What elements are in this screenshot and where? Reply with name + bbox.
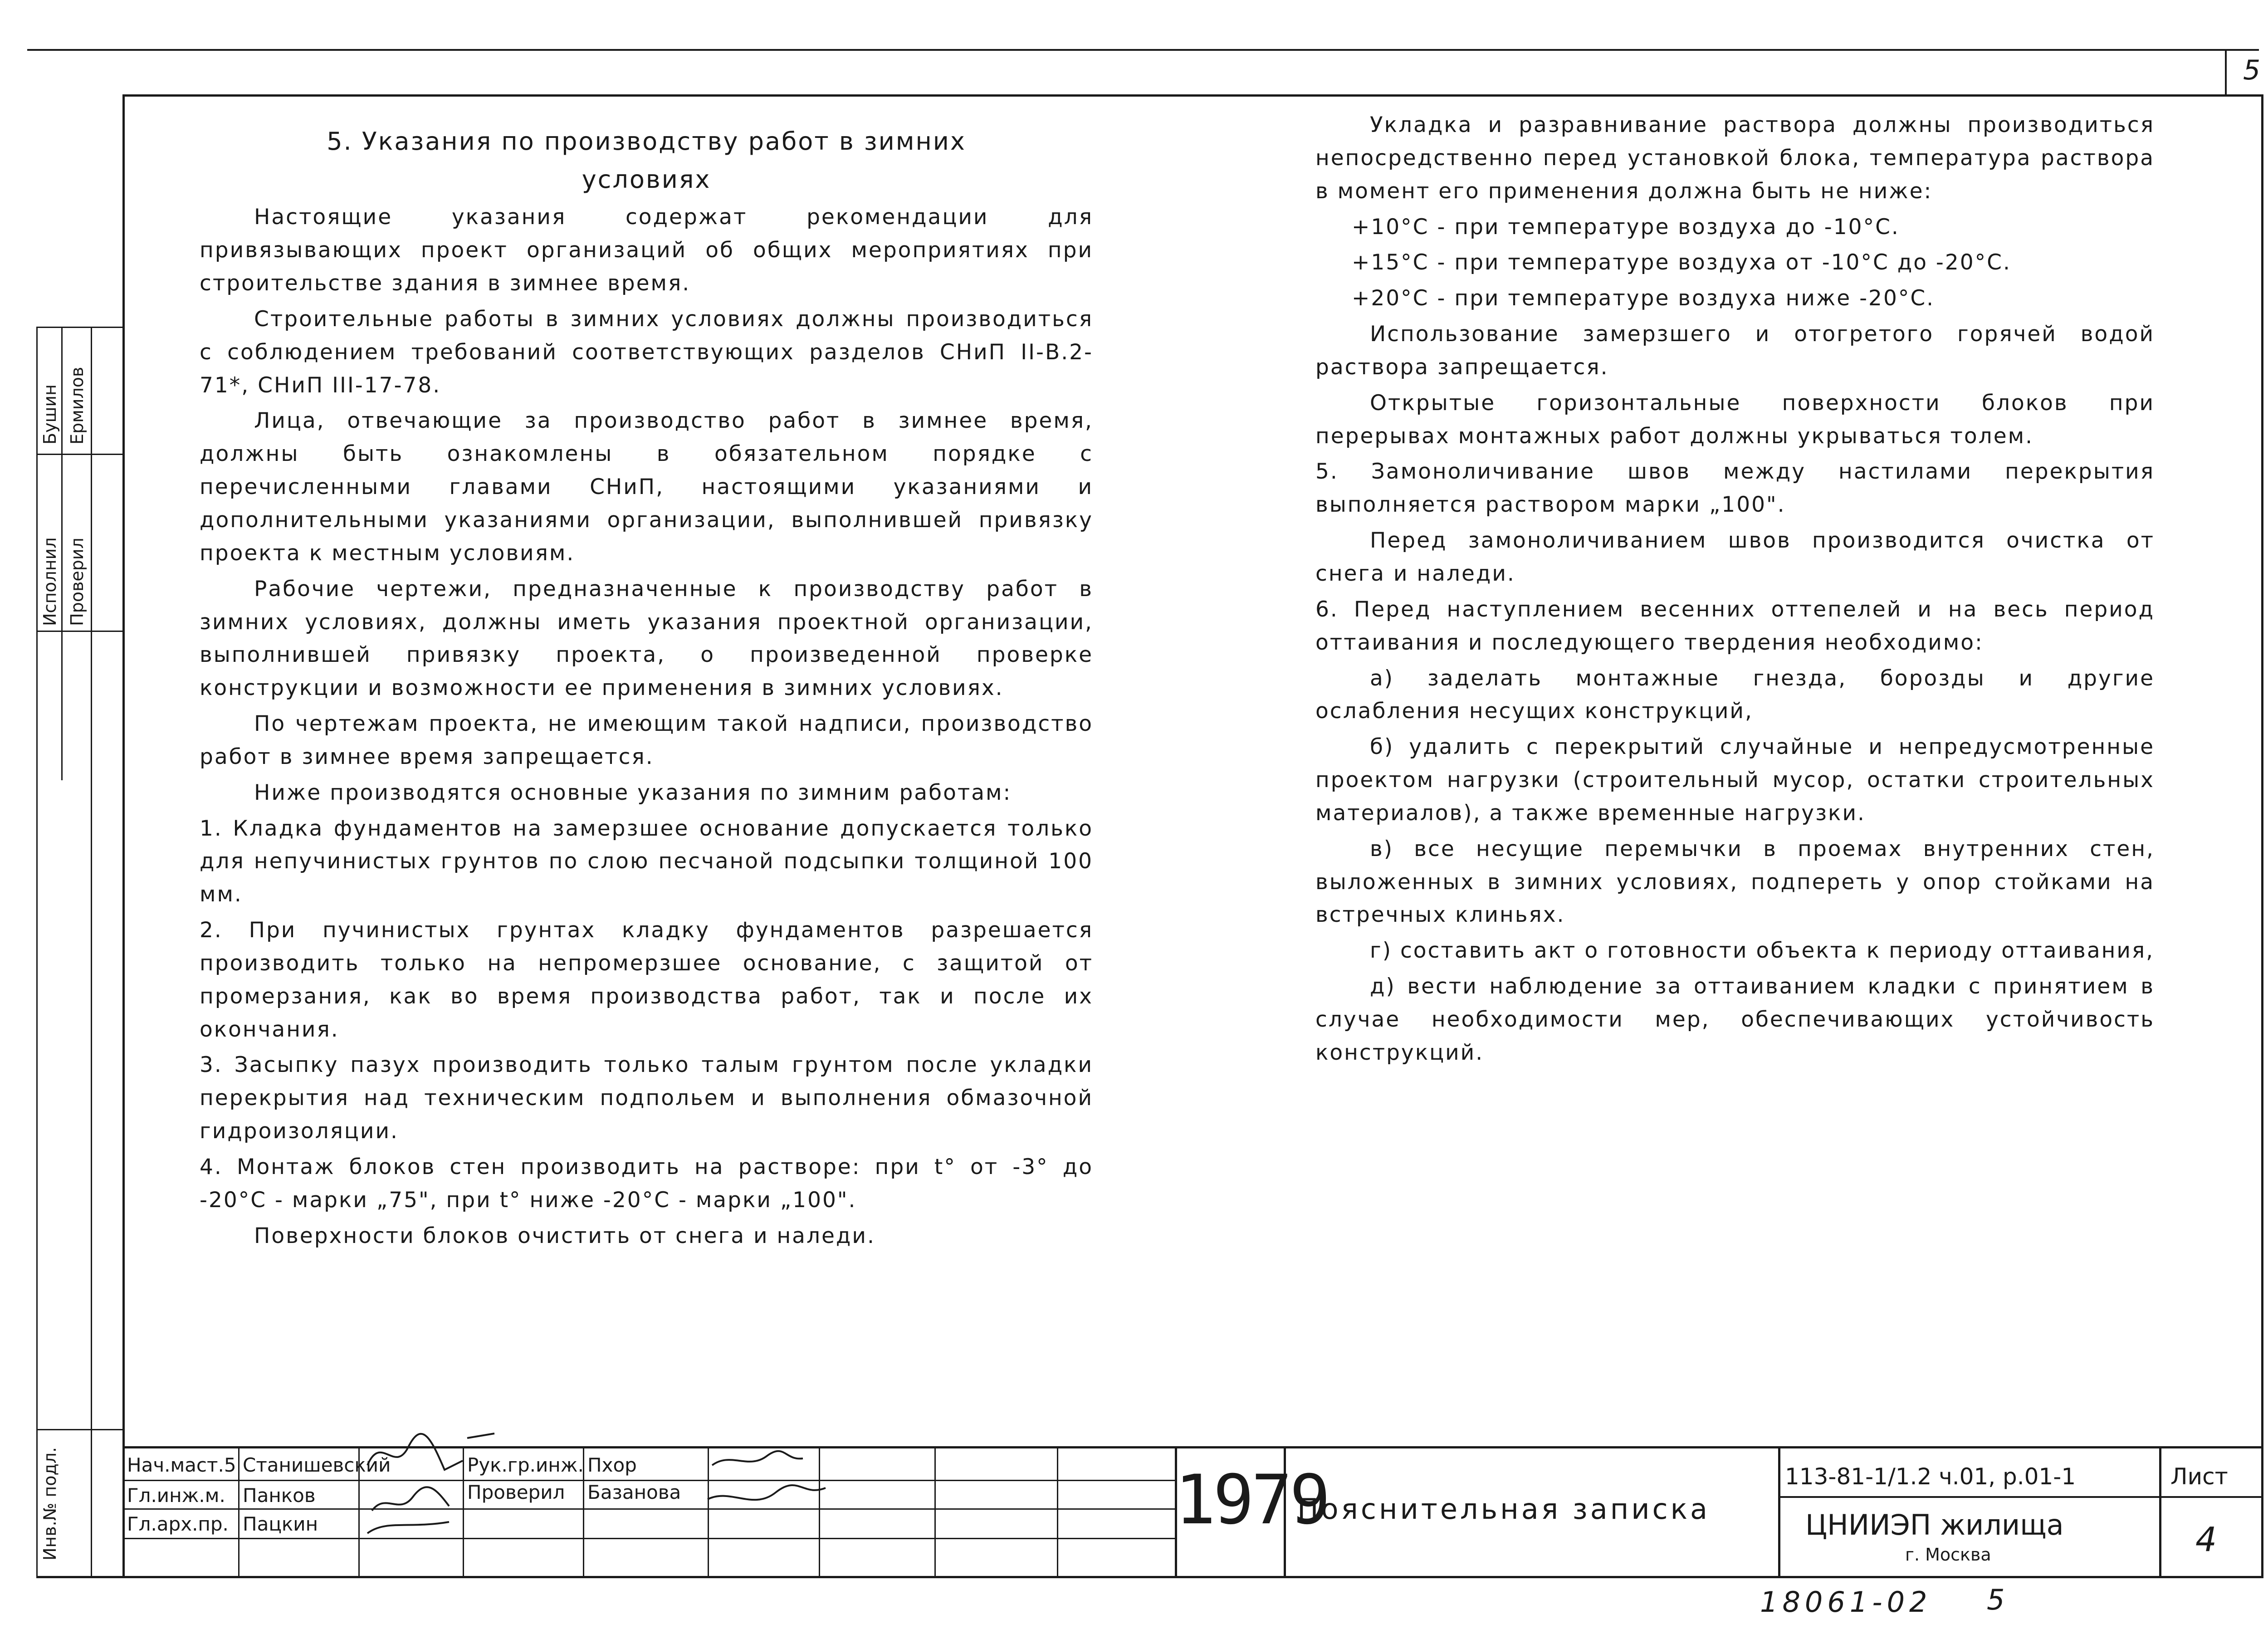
document-code: 113-81-1/1.2 ч.01, р.01-1 (1785, 1463, 2076, 1490)
page-number-top: 5 (2243, 54, 2261, 86)
stamp-role-1: Нач.маст.5 (127, 1454, 236, 1476)
right-paragraph: 5. Замоноличивание швов между настилами перекрытия выполняется раствором марки „100". (1315, 459, 2155, 518)
left-text-column (200, 122, 1093, 1256)
side-stamp-line-1 (36, 327, 38, 1577)
side-role-1: Исполнил (40, 537, 60, 626)
right-paragraph: д) вести наблюдение за оттаиванием кладки с принятием в случае необходимости мер, обеспечивающих устойчивость конструкций. (1315, 974, 2155, 1065)
section-heading (200, 122, 1093, 198)
right-text-column (1315, 109, 2155, 1072)
left-paragraph: Настоящие указания содержат рекомендации для привязывающих проект организаций об общих мероприятиях при строительстве здания в зимнее время. (200, 205, 1093, 296)
frame-top (122, 94, 2263, 97)
sheet-number: 4 (2195, 1520, 2217, 1559)
right-paragraph: а) заделать монтажные гнезда, борозды и другие ослабления несущих конструкций, (1315, 665, 2155, 724)
title-col-12 (2159, 1446, 2161, 1578)
side-stamp-low (36, 1429, 122, 1430)
signature-2 (372, 1487, 449, 1511)
side-stamp-line-2 (61, 327, 63, 780)
stamp-role2-2: Проверил (467, 1481, 565, 1503)
stamp-role2-1: Рук.гр.инж. (467, 1454, 584, 1476)
document-title: Пояснительная записка (1297, 1492, 1711, 1526)
sheet-label: Лист (2170, 1463, 2228, 1490)
side-name-1: Бушин (40, 384, 60, 445)
stamp-name-1: Станишевский (243, 1454, 391, 1476)
right-paragraph: г) составить акт о готовности объекта к периоду оттаивания, (1370, 938, 2155, 964)
stamp-role-2: Гл.инж.м. (127, 1484, 225, 1507)
title-col-8 (1057, 1446, 1058, 1578)
left-paragraph: По чертежам проекта, не имеющим такой надписи, производство работ в зимнее время запрещается. (200, 711, 1093, 769)
signature-marks (358, 1420, 830, 1538)
top-border-line (27, 49, 2259, 51)
right-paragraph: +15°С - при температуре воздуха от -10°С до -20°С. (1352, 250, 2011, 275)
left-paragraph: Строительные работы в зимних условиях должны производиться с соблюдением требований соответствующих разделов СНиП II-В.2-71*, СНиП III-17-78. (200, 306, 1093, 398)
left-paragraph: Рабочие чертежи, предназначенные к производству работ в зимних условиях, должны иметь указания проектной организации, выполнившей привязку проекта, о произведенной проверке конструкции и возможности ее применения в зимних условиях. (200, 576, 1093, 701)
right-paragraph: +20°С - при температуре воздуха ниже -20°С. (1352, 286, 1935, 311)
stamp-name-2: Панков (243, 1484, 316, 1507)
stamp-name2-1: Пхор (587, 1454, 637, 1476)
right-paragraph: б) удалить с перекрытий случайные и непредусмотренные проектом нагрузки (строительный мусор, остатки строительных материалов), а также временные нагрузки. (1315, 734, 2155, 826)
side-stamp-line-3 (91, 327, 92, 1577)
frame-left (122, 94, 125, 1578)
left-paragraph: 2. При пучинистых грунтах кладку фундаментов разрешается производить только на непромерзшее основание, с защитой от промерзания, как во время производства работ, так и после их окончания. (200, 918, 1093, 1042)
top-right-tick (2225, 49, 2227, 94)
right-paragraph: +10°С - при температуре воздуха до -10°С. (1352, 214, 1900, 240)
side-inv-label: Инв.№ подл. (40, 1447, 60, 1561)
side-role-2: Проверил (67, 538, 87, 626)
title-code-line (1778, 1496, 2263, 1498)
signature-1 (367, 1434, 463, 1470)
stamp-role-3: Гл.арх.пр. (127, 1513, 229, 1535)
left-paragraph: 1. Кладка фундаментов на замерзшее основание допускается только для непучинистых грунтов по слою песчаной подсыпки толщиной 100 мм. (200, 816, 1093, 907)
left-paragraph: Лица, отвечающие за производство работ в зимнее время, должны быть ознакомлены в обязательном порядке с перечисленными главами СНиП, настоящими указаниями и дополнительными указаниями организации, выполнившей привязку проекта к местным условиям. (200, 408, 1093, 566)
signature-4 (712, 1451, 803, 1465)
bottom-code: 18061-02 (1760, 1585, 1932, 1619)
stamp-name-3: Пацкин (243, 1513, 318, 1535)
frame-right (2261, 94, 2263, 1578)
section-heading-line1: 5. Указания по производству работ в зимних (327, 127, 966, 156)
right-paragraph: в) все несущие перемычки в проемах внутренних стен, выложенных в зимних условиях, подпереть у опор стойками на встречных клиньях. (1315, 836, 2155, 928)
frame-bottom (36, 1576, 2263, 1578)
side-name-2: Ермилов (67, 367, 87, 445)
side-stamp-top (36, 327, 122, 328)
stamp-name2-2: Базанова (587, 1481, 681, 1503)
left-paragraph: 3. Засыпку пазух производить только талым грунтом после укладки перекрытия над техническим подпольем и выполнения обмазочной гидроизоляции. (200, 1052, 1093, 1144)
bottom-number: 5 (1987, 1583, 2005, 1616)
title-col-11 (1778, 1446, 1780, 1578)
signature-dash (467, 1433, 494, 1438)
right-paragraph: Использование замерзшего и отогретого горячей водой раствора запрещается. (1315, 322, 2155, 380)
right-paragraph: 6. Перед наступлением весенних оттепелей и на весь период оттаивания и последующего твердения необходимо: (1315, 597, 2155, 655)
left-paragraph: 4. Монтаж блоков стен производить на растворе: при t° от -3° до -20°С - марки „75", при t° ниже -20°С - марки „100". (200, 1155, 1093, 1213)
left-paragraph: Ниже производятся основные указания по зимним работам: (254, 780, 1012, 805)
title-col-1 (238, 1446, 240, 1578)
organization-name: ЦНИИЭП жилища (1805, 1508, 2064, 1541)
title-col-7 (934, 1446, 936, 1578)
section-heading-line2: условиях (582, 165, 711, 194)
right-paragraph: Перед замоноличиванием швов производится очистка от снега и наледи. (1315, 528, 2155, 586)
organization-city: г. Москва (1905, 1545, 1991, 1565)
year: 1979 (1175, 1461, 1328, 1540)
right-paragraph: Укладка и разравнивание раствора должны производиться непосредственно перед установкой блока, температура раствора в момент его применения должна быть не ниже: (1315, 113, 2155, 204)
title-row-line-3 (122, 1538, 1175, 1539)
side-stamp-mid (36, 454, 122, 455)
signature-3 (367, 1522, 449, 1533)
right-paragraph: Открытые горизонтальные поверхности блоков при перерывах монтажных работ должны укрываться толем. (1315, 390, 2155, 449)
signature-5 (708, 1485, 826, 1500)
left-paragraph: Поверхности блоков очистить от снега и наледи. (254, 1223, 875, 1248)
side-stamp-mid2 (36, 631, 122, 632)
